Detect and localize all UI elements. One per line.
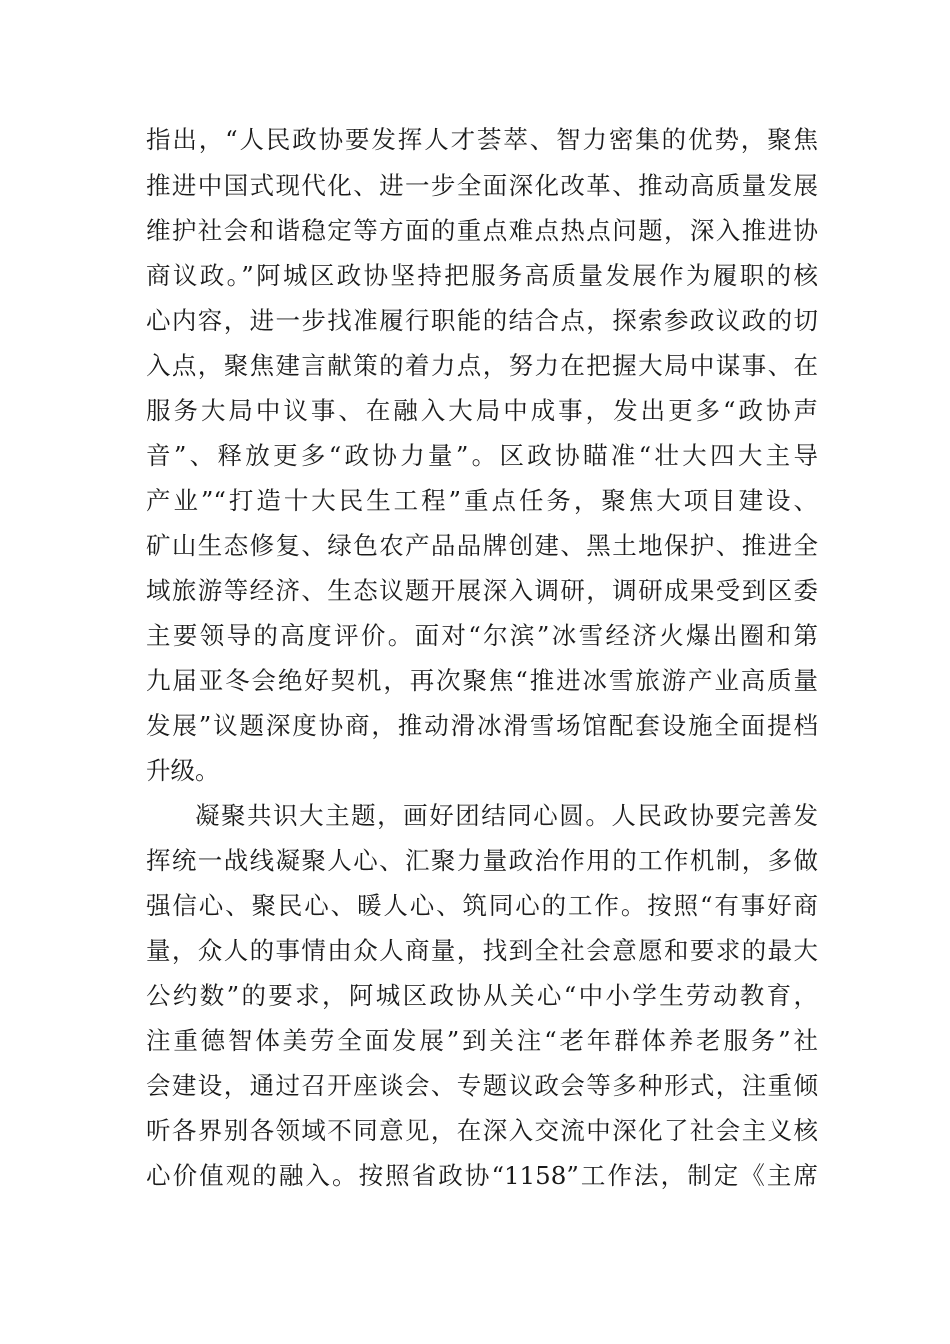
text-line: 商议政。”阿城区政协坚持把服务高质量发展作为履职的核: [146, 261, 818, 290]
text-line: 挥统一战线凝聚人心、汇聚力量政治作用的工作机制，多做: [146, 846, 818, 875]
text-line: 服务大局中议事、在融入大局中成事，发出更多“政协声: [146, 396, 818, 425]
text-line: 听各界别各领域不同意见，在深入交流中深化了社会主义核: [146, 1116, 818, 1145]
text-line: 域旅游等经济、生态议题开展深入调研，调研成果受到区委: [146, 576, 818, 605]
text-line: 维护社会和谐稳定等方面的重点难点热点问题，深入推进协: [146, 216, 818, 245]
text-line: 矿山生态修复、绿色农产品品牌创建、黑土地保护、推进全: [146, 531, 818, 560]
text-line: 量，众人的事情由众人商量，找到全社会意愿和要求的最大: [146, 936, 818, 965]
text-line: 会建设，通过召开座谈会、专题议政会等多种形式，注重倾: [146, 1071, 818, 1100]
text-line: 公约数”的要求，阿城区政协从关心“中小学生劳动教育，: [146, 981, 818, 1010]
text-line: 入点，聚焦建言献策的着力点，努力在把握大局中谋事、在: [146, 351, 818, 380]
text-line: 注重德智体美劳全面发展”到关注“老年群体养老服务”社: [146, 1026, 818, 1055]
text-line: 发展”议题深度协商，推动滑冰滑雪场馆配套设施全面提档: [146, 711, 818, 740]
text-line: 推进中国式现代化、进一步全面深化改革、推动高质量发展: [146, 171, 818, 200]
text-line: 音”、释放更多“政协力量”。区政协瞄准“壮大四大主导: [146, 441, 818, 470]
text-line: 九届亚冬会绝好契机，再次聚焦“推进冰雪旅游产业高质量: [146, 666, 818, 695]
text-line: 指出，“人民政协要发挥人才荟萃、智力密集的优势，聚焦: [146, 125, 818, 154]
text-line: 心价值观的融入。按照省政协“1158”工作法，制定《主席: [146, 1161, 818, 1190]
text-line: 产业”“打造十大民生工程”重点任务，聚焦大项目建设、: [146, 486, 818, 515]
text-line: 主要领导的高度评价。面对“尔滨”冰雪经济火爆出圈和第: [146, 621, 818, 650]
paragraph-first-line: 凝聚共识大主题，画好团结同心圆。人民政协要完善发: [195, 801, 818, 830]
text-line: 升级。: [146, 756, 220, 785]
text-line: 强信心、聚民心、暖人心、筑同心的工作。按照“有事好商: [146, 891, 818, 920]
text-line: 心内容，进一步找准履行职能的结合点，探索参政议政的切: [146, 306, 818, 335]
